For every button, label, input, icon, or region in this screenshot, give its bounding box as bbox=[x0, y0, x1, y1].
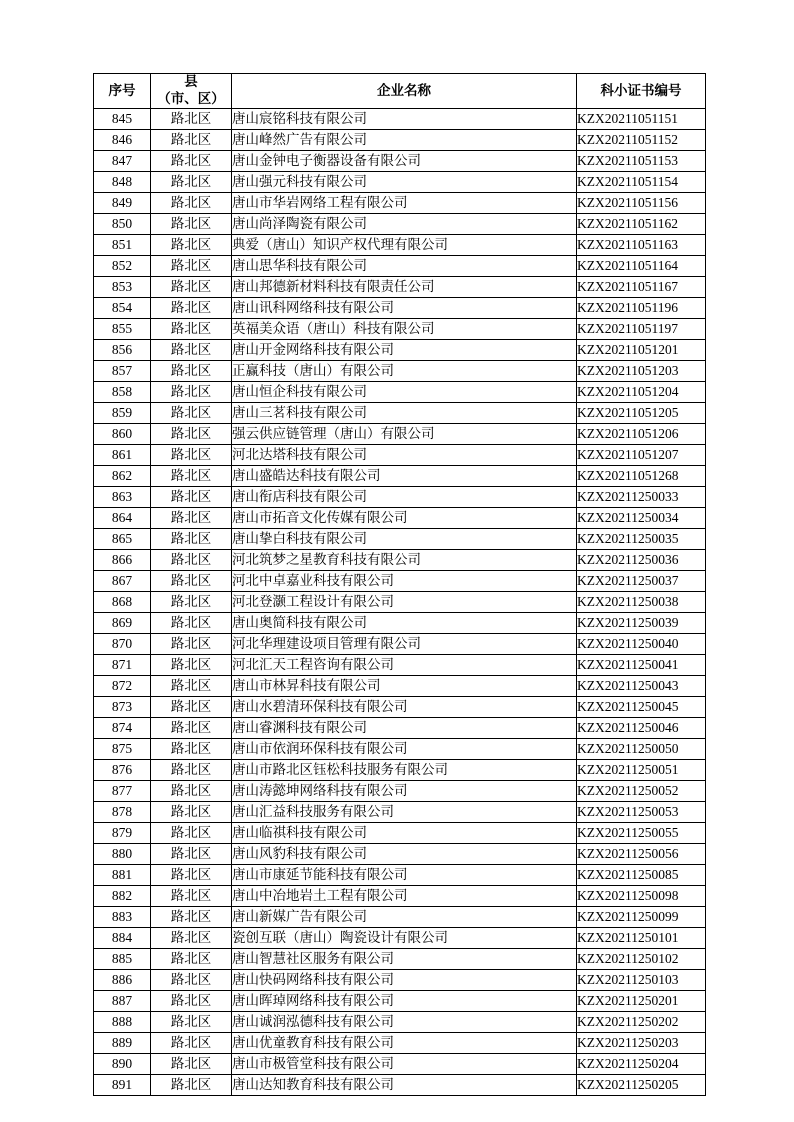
cell-sequence: 845 bbox=[94, 108, 151, 129]
cell-county: 路北区 bbox=[151, 738, 232, 759]
cell-county: 路北区 bbox=[151, 801, 232, 822]
cell-enterprise-name: 唐山市康延节能科技有限公司 bbox=[232, 864, 577, 885]
cell-enterprise-name: 河北汇天工程咨询有限公司 bbox=[232, 654, 577, 675]
cell-enterprise-name: 唐山诚润泓德科技有限公司 bbox=[232, 1011, 577, 1032]
table-row bbox=[94, 108, 706, 129]
cell-county: 路北区 bbox=[151, 486, 232, 507]
cell-sequence: 863 bbox=[94, 486, 151, 507]
cell-county: 路北区 bbox=[151, 591, 232, 612]
cell-county: 路北区 bbox=[151, 549, 232, 570]
cell-certificate-number: KZX20211250034 bbox=[577, 507, 706, 528]
cell-sequence: 889 bbox=[94, 1032, 151, 1053]
cell-enterprise-name: 唐山市依润环保科技有限公司 bbox=[232, 738, 577, 759]
cell-sequence: 890 bbox=[94, 1053, 151, 1074]
cell-sequence: 873 bbox=[94, 696, 151, 717]
cell-certificate-number: KZX20211051206 bbox=[577, 423, 706, 444]
cell-enterprise-name: 河北中卓嘉业科技有限公司 bbox=[232, 570, 577, 591]
cell-county: 路北区 bbox=[151, 990, 232, 1011]
table-row bbox=[94, 654, 706, 675]
cell-sequence: 862 bbox=[94, 465, 151, 486]
cell-sequence: 865 bbox=[94, 528, 151, 549]
cell-certificate-number: KZX20211250056 bbox=[577, 843, 706, 864]
cell-enterprise-name: 英福美众语（唐山）科技有限公司 bbox=[232, 318, 577, 339]
table-row bbox=[94, 843, 706, 864]
cell-sequence: 888 bbox=[94, 1011, 151, 1032]
cell-enterprise-name: 唐山奥简科技有限公司 bbox=[232, 612, 577, 633]
cell-certificate-number: KZX20211051164 bbox=[577, 255, 706, 276]
cell-sequence: 864 bbox=[94, 507, 151, 528]
cell-certificate-number: KZX20211250051 bbox=[577, 759, 706, 780]
header-enterprise-name: 企业名称 bbox=[232, 74, 577, 109]
cell-sequence: 855 bbox=[94, 318, 151, 339]
cell-enterprise-name: 唐山临祺科技有限公司 bbox=[232, 822, 577, 843]
cell-certificate-number: KZX20211250098 bbox=[577, 885, 706, 906]
cell-certificate-number: KZX20211250205 bbox=[577, 1074, 706, 1095]
cell-certificate-number: KZX20211051156 bbox=[577, 192, 706, 213]
cell-enterprise-name: 唐山中冶地岩土工程有限公司 bbox=[232, 885, 577, 906]
enterprise-table-wrapper bbox=[93, 73, 701, 1096]
cell-certificate-number: KZX20211250035 bbox=[577, 528, 706, 549]
cell-county: 路北区 bbox=[151, 759, 232, 780]
cell-certificate-number: KZX20211250055 bbox=[577, 822, 706, 843]
cell-enterprise-name: 河北登灏工程设计有限公司 bbox=[232, 591, 577, 612]
cell-sequence: 886 bbox=[94, 969, 151, 990]
header-county-line1: 县 bbox=[184, 74, 198, 89]
cell-sequence: 883 bbox=[94, 906, 151, 927]
table-row bbox=[94, 360, 706, 381]
cell-county: 路北区 bbox=[151, 969, 232, 990]
cell-county: 路北区 bbox=[151, 276, 232, 297]
cell-sequence: 876 bbox=[94, 759, 151, 780]
cell-sequence: 870 bbox=[94, 633, 151, 654]
cell-enterprise-name: 唐山思华科技有限公司 bbox=[232, 255, 577, 276]
cell-sequence: 858 bbox=[94, 381, 151, 402]
cell-sequence: 851 bbox=[94, 234, 151, 255]
cell-enterprise-name: 唐山达知教育科技有限公司 bbox=[232, 1074, 577, 1095]
table-row bbox=[94, 318, 706, 339]
cell-county: 路北区 bbox=[151, 570, 232, 591]
table-row bbox=[94, 990, 706, 1011]
cell-certificate-number: KZX20211250204 bbox=[577, 1053, 706, 1074]
cell-county: 路北区 bbox=[151, 927, 232, 948]
cell-sequence: 880 bbox=[94, 843, 151, 864]
cell-certificate-number: KZX20211250040 bbox=[577, 633, 706, 654]
header-certificate-number: 科小证书编号 bbox=[577, 74, 706, 109]
cell-certificate-number: KZX20211051154 bbox=[577, 171, 706, 192]
cell-sequence: 879 bbox=[94, 822, 151, 843]
table-row bbox=[94, 276, 706, 297]
cell-enterprise-name: 正赢科技（唐山）有限公司 bbox=[232, 360, 577, 381]
cell-enterprise-name: 唐山市路北区钰松科技服务有限公司 bbox=[232, 759, 577, 780]
table-row bbox=[94, 717, 706, 738]
cell-enterprise-name: 唐山市极管堂科技有限公司 bbox=[232, 1053, 577, 1074]
cell-county: 路北区 bbox=[151, 675, 232, 696]
cell-county: 路北区 bbox=[151, 612, 232, 633]
cell-county: 路北区 bbox=[151, 1011, 232, 1032]
table-row bbox=[94, 1074, 706, 1095]
cell-sequence: 852 bbox=[94, 255, 151, 276]
cell-county: 路北区 bbox=[151, 507, 232, 528]
cell-sequence: 878 bbox=[94, 801, 151, 822]
table-header bbox=[94, 74, 706, 109]
table-row bbox=[94, 402, 706, 423]
table-row bbox=[94, 507, 706, 528]
table-row bbox=[94, 1053, 706, 1074]
cell-enterprise-name: 唐山晖琸网络科技有限公司 bbox=[232, 990, 577, 1011]
cell-certificate-number: KZX20211051207 bbox=[577, 444, 706, 465]
cell-certificate-number: KZX20211250046 bbox=[577, 717, 706, 738]
cell-sequence: 874 bbox=[94, 717, 151, 738]
cell-enterprise-name: 典爱（唐山）知识产权代理有限公司 bbox=[232, 234, 577, 255]
cell-county: 路北区 bbox=[151, 444, 232, 465]
table-row bbox=[94, 150, 706, 171]
table-row bbox=[94, 801, 706, 822]
cell-enterprise-name: 唐山新媒广告有限公司 bbox=[232, 906, 577, 927]
cell-certificate-number: KZX20211250043 bbox=[577, 675, 706, 696]
cell-sequence: 868 bbox=[94, 591, 151, 612]
cell-certificate-number: KZX20211051197 bbox=[577, 318, 706, 339]
cell-county: 路北区 bbox=[151, 297, 232, 318]
cell-county: 路北区 bbox=[151, 234, 232, 255]
cell-certificate-number: KZX20211250085 bbox=[577, 864, 706, 885]
cell-certificate-number: KZX20211250101 bbox=[577, 927, 706, 948]
cell-sequence: 850 bbox=[94, 213, 151, 234]
cell-certificate-number: KZX20211051204 bbox=[577, 381, 706, 402]
cell-county: 路北区 bbox=[151, 381, 232, 402]
table-row bbox=[94, 759, 706, 780]
cell-county: 路北区 bbox=[151, 192, 232, 213]
table-row bbox=[94, 591, 706, 612]
cell-enterprise-name: 唐山睿渊科技有限公司 bbox=[232, 717, 577, 738]
cell-sequence: 882 bbox=[94, 885, 151, 906]
cell-certificate-number: KZX20211250201 bbox=[577, 990, 706, 1011]
cell-certificate-number: KZX20211250036 bbox=[577, 549, 706, 570]
cell-sequence: 875 bbox=[94, 738, 151, 759]
cell-sequence: 871 bbox=[94, 654, 151, 675]
table-row bbox=[94, 423, 706, 444]
cell-county: 路北区 bbox=[151, 1032, 232, 1053]
cell-sequence: 877 bbox=[94, 780, 151, 801]
cell-certificate-number: KZX20211250053 bbox=[577, 801, 706, 822]
cell-enterprise-name: 唐山挚白科技有限公司 bbox=[232, 528, 577, 549]
cell-sequence: 857 bbox=[94, 360, 151, 381]
cell-certificate-number: KZX20211250099 bbox=[577, 906, 706, 927]
cell-sequence: 856 bbox=[94, 339, 151, 360]
table-row bbox=[94, 465, 706, 486]
table-row bbox=[94, 297, 706, 318]
cell-enterprise-name: 唐山恒企科技有限公司 bbox=[232, 381, 577, 402]
cell-county: 路北区 bbox=[151, 150, 232, 171]
cell-county: 路北区 bbox=[151, 318, 232, 339]
cell-enterprise-name: 唐山盛皓达科技有限公司 bbox=[232, 465, 577, 486]
cell-county: 路北区 bbox=[151, 108, 232, 129]
cell-certificate-number: KZX20211250203 bbox=[577, 1032, 706, 1053]
cell-county: 路北区 bbox=[151, 528, 232, 549]
cell-sequence: 884 bbox=[94, 927, 151, 948]
cell-sequence: 869 bbox=[94, 612, 151, 633]
cell-county: 路北区 bbox=[151, 696, 232, 717]
cell-certificate-number: KZX20211250038 bbox=[577, 591, 706, 612]
cell-certificate-number: KZX20211051151 bbox=[577, 108, 706, 129]
cell-sequence: 881 bbox=[94, 864, 151, 885]
cell-county: 路北区 bbox=[151, 255, 232, 276]
cell-county: 路北区 bbox=[151, 717, 232, 738]
cell-enterprise-name: 唐山宸铭科技有限公司 bbox=[232, 108, 577, 129]
cell-enterprise-name: 唐山开金网络科技有限公司 bbox=[232, 339, 577, 360]
cell-certificate-number: KZX20211250045 bbox=[577, 696, 706, 717]
cell-county: 路北区 bbox=[151, 1053, 232, 1074]
cell-sequence: 867 bbox=[94, 570, 151, 591]
cell-enterprise-name: 强云供应链管理（唐山）有限公司 bbox=[232, 423, 577, 444]
cell-county: 路北区 bbox=[151, 465, 232, 486]
cell-enterprise-name: 唐山强元科技有限公司 bbox=[232, 171, 577, 192]
cell-certificate-number: KZX20211250033 bbox=[577, 486, 706, 507]
table-row bbox=[94, 171, 706, 192]
table-row bbox=[94, 864, 706, 885]
table-row bbox=[94, 885, 706, 906]
cell-enterprise-name: 唐山市华岩网络工程有限公司 bbox=[232, 192, 577, 213]
cell-county: 路北区 bbox=[151, 780, 232, 801]
table-row bbox=[94, 381, 706, 402]
cell-county: 路北区 bbox=[151, 864, 232, 885]
cell-certificate-number: KZX20211051162 bbox=[577, 213, 706, 234]
cell-certificate-number: KZX20211051152 bbox=[577, 129, 706, 150]
table-row bbox=[94, 129, 706, 150]
cell-sequence: 859 bbox=[94, 402, 151, 423]
table-row bbox=[94, 192, 706, 213]
cell-certificate-number: KZX20211250052 bbox=[577, 780, 706, 801]
cell-sequence: 885 bbox=[94, 948, 151, 969]
cell-county: 路北区 bbox=[151, 906, 232, 927]
table-row bbox=[94, 906, 706, 927]
cell-sequence: 854 bbox=[94, 297, 151, 318]
cell-county: 路北区 bbox=[151, 843, 232, 864]
cell-sequence: 848 bbox=[94, 171, 151, 192]
table-row bbox=[94, 444, 706, 465]
cell-sequence: 846 bbox=[94, 129, 151, 150]
cell-county: 路北区 bbox=[151, 339, 232, 360]
enterprise-table bbox=[93, 73, 706, 1096]
header-seq: 序号 bbox=[94, 74, 151, 109]
cell-certificate-number: KZX20211051201 bbox=[577, 339, 706, 360]
cell-certificate-number: KZX20211250041 bbox=[577, 654, 706, 675]
cell-sequence: 891 bbox=[94, 1074, 151, 1095]
table-row bbox=[94, 927, 706, 948]
table-row bbox=[94, 612, 706, 633]
cell-sequence: 887 bbox=[94, 990, 151, 1011]
header-county bbox=[151, 74, 232, 109]
cell-county: 路北区 bbox=[151, 402, 232, 423]
cell-certificate-number: KZX20211051268 bbox=[577, 465, 706, 486]
table-row bbox=[94, 1032, 706, 1053]
cell-enterprise-name: 唐山尚泽陶瓷有限公司 bbox=[232, 213, 577, 234]
cell-certificate-number: KZX20211051153 bbox=[577, 150, 706, 171]
cell-county: 路北区 bbox=[151, 360, 232, 381]
cell-enterprise-name: 唐山衔店科技有限公司 bbox=[232, 486, 577, 507]
cell-county: 路北区 bbox=[151, 423, 232, 444]
cell-enterprise-name: 唐山金钟电子衡器设备有限公司 bbox=[232, 150, 577, 171]
table-row bbox=[94, 696, 706, 717]
table-row bbox=[94, 1011, 706, 1032]
table-row bbox=[94, 234, 706, 255]
table-row bbox=[94, 213, 706, 234]
table-body bbox=[94, 108, 706, 1095]
cell-enterprise-name: 河北筑梦之星教育科技有限公司 bbox=[232, 549, 577, 570]
cell-certificate-number: KZX20211250050 bbox=[577, 738, 706, 759]
cell-sequence: 866 bbox=[94, 549, 151, 570]
table-row bbox=[94, 549, 706, 570]
header-row bbox=[94, 74, 706, 109]
cell-enterprise-name: 唐山峰然广告有限公司 bbox=[232, 129, 577, 150]
cell-sequence: 860 bbox=[94, 423, 151, 444]
cell-enterprise-name: 唐山市拓音文化传媒有限公司 bbox=[232, 507, 577, 528]
cell-sequence: 849 bbox=[94, 192, 151, 213]
table-row bbox=[94, 822, 706, 843]
cell-certificate-number: KZX20211051203 bbox=[577, 360, 706, 381]
cell-enterprise-name: 唐山邦德新材料科技有限责任公司 bbox=[232, 276, 577, 297]
cell-enterprise-name: 瓷创互联（唐山）陶瓷设计有限公司 bbox=[232, 927, 577, 948]
table-row bbox=[94, 948, 706, 969]
table-row bbox=[94, 528, 706, 549]
cell-certificate-number: KZX20211250102 bbox=[577, 948, 706, 969]
cell-enterprise-name: 唐山讯科网络科技有限公司 bbox=[232, 297, 577, 318]
table-row bbox=[94, 255, 706, 276]
cell-certificate-number: KZX20211250202 bbox=[577, 1011, 706, 1032]
cell-enterprise-name: 唐山水碧清环保科技有限公司 bbox=[232, 696, 577, 717]
cell-sequence: 847 bbox=[94, 150, 151, 171]
cell-enterprise-name: 唐山风豹科技有限公司 bbox=[232, 843, 577, 864]
cell-county: 路北区 bbox=[151, 1074, 232, 1095]
cell-enterprise-name: 唐山优童教育科技有限公司 bbox=[232, 1032, 577, 1053]
table-row bbox=[94, 570, 706, 591]
cell-county: 路北区 bbox=[151, 213, 232, 234]
cell-county: 路北区 bbox=[151, 948, 232, 969]
cell-certificate-number: KZX20211051196 bbox=[577, 297, 706, 318]
cell-certificate-number: KZX20211250103 bbox=[577, 969, 706, 990]
cell-certificate-number: KZX20211051205 bbox=[577, 402, 706, 423]
table-row bbox=[94, 738, 706, 759]
cell-enterprise-name: 唐山三茗科技有限公司 bbox=[232, 402, 577, 423]
cell-certificate-number: KZX20211051167 bbox=[577, 276, 706, 297]
cell-enterprise-name: 唐山汇益科技服务有限公司 bbox=[232, 801, 577, 822]
cell-enterprise-name: 唐山快码网络科技有限公司 bbox=[232, 969, 577, 990]
cell-enterprise-name: 河北达塔科技有限公司 bbox=[232, 444, 577, 465]
header-county-line2: （市、区） bbox=[157, 90, 225, 106]
cell-enterprise-name: 唐山市林昇科技有限公司 bbox=[232, 675, 577, 696]
cell-sequence: 861 bbox=[94, 444, 151, 465]
cell-enterprise-name: 河北华理建设项目管理有限公司 bbox=[232, 633, 577, 654]
cell-certificate-number: KZX20211051163 bbox=[577, 234, 706, 255]
cell-county: 路北区 bbox=[151, 822, 232, 843]
table-row bbox=[94, 339, 706, 360]
cell-county: 路北区 bbox=[151, 171, 232, 192]
cell-sequence: 872 bbox=[94, 675, 151, 696]
cell-county: 路北区 bbox=[151, 654, 232, 675]
cell-county: 路北区 bbox=[151, 633, 232, 654]
table-row bbox=[94, 633, 706, 654]
table-row bbox=[94, 780, 706, 801]
cell-enterprise-name: 唐山涛懿坤网络科技有限公司 bbox=[232, 780, 577, 801]
table-row bbox=[94, 969, 706, 990]
cell-certificate-number: KZX20211250037 bbox=[577, 570, 706, 591]
cell-county: 路北区 bbox=[151, 885, 232, 906]
cell-sequence: 853 bbox=[94, 276, 151, 297]
cell-county: 路北区 bbox=[151, 129, 232, 150]
cell-enterprise-name: 唐山智慧社区服务有限公司 bbox=[232, 948, 577, 969]
table-row bbox=[94, 486, 706, 507]
cell-certificate-number: KZX20211250039 bbox=[577, 612, 706, 633]
table-row bbox=[94, 675, 706, 696]
